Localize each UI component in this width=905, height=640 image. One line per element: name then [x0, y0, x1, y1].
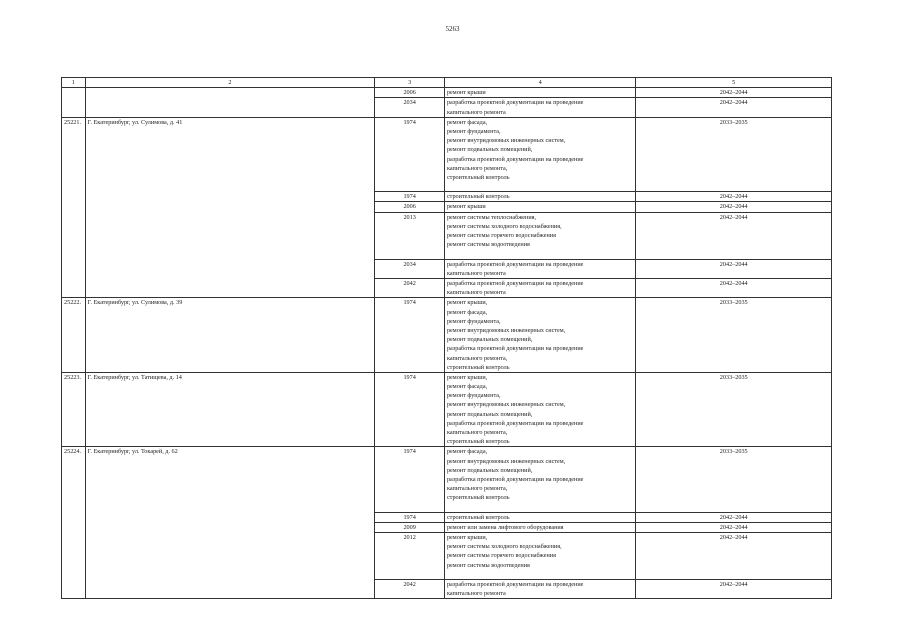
works-cell: [444, 259, 635, 278]
work-item: капитального ремонта,: [446, 429, 508, 436]
table-row: [62, 372, 832, 447]
works-cell: [444, 88, 635, 98]
period-cell: 2042–2044: [636, 202, 832, 212]
works-cell: [444, 202, 635, 212]
works-cell: [444, 512, 635, 522]
year-cell: 2042: [375, 580, 445, 599]
work-item: ремонт фасада,: [446, 448, 488, 456]
work-item: ремонт фасада,: [446, 308, 488, 316]
work-item: разработка проектной документации на проведение: [446, 345, 584, 353]
column-header: 2: [85, 78, 375, 88]
work-item: капитального ремонта,: [446, 164, 508, 172]
work-item: [447, 503, 633, 512]
work-item: ремонт подвальных помещений,: [446, 410, 533, 418]
work-item: ремонт фасада,: [446, 383, 488, 391]
work-item: ремонт системы холодного водоснабжения,: [446, 543, 562, 551]
works-cell: [444, 447, 635, 512]
year-cell: 2012: [375, 533, 445, 580]
year-cell: 2042: [375, 279, 445, 298]
period-cell: 2033–2035: [636, 298, 832, 373]
table-row: [62, 117, 832, 192]
work-item: капитального ремонта,: [446, 485, 508, 493]
work-item: ремонт крыши,: [446, 373, 488, 381]
works-cell: [444, 522, 635, 532]
work-item: ремонт подвальных помещений,: [446, 336, 533, 344]
period-cell: 2033–2035: [636, 117, 832, 192]
work-item: ремонт фундамента,: [446, 127, 501, 135]
work-item: ремонт системы холодного водоснабжения,: [446, 222, 562, 230]
year-cell: 2013: [375, 212, 445, 259]
year-cell: 1974: [375, 512, 445, 522]
work-item: строительный контроль: [446, 363, 510, 371]
work-item: капитального ремонта: [446, 269, 506, 277]
work-item: капитального ремонта: [446, 590, 506, 598]
work-item: ремонт фундамента,: [446, 317, 501, 325]
period-cell: 2042–2044: [636, 192, 832, 202]
column-header: 5: [636, 78, 832, 88]
work-item: ремонт системы горячего водоснабжения: [446, 552, 556, 560]
work-item: [447, 249, 633, 258]
work-item: разработка проектной документации на проведение: [446, 581, 584, 589]
period-cell: 2033–2035: [636, 447, 832, 512]
year-cell: 1974: [375, 298, 445, 373]
work-item: строительный контроль: [446, 494, 510, 502]
period-cell: 2042–2044: [636, 259, 832, 278]
work-item: ремонт подвальных помещений,: [446, 146, 533, 154]
address-cell: Г. Екатеринбург, ул. Сулимова, д. 39: [85, 298, 375, 373]
work-item: капитального ремонта,: [446, 354, 508, 362]
works-cell: [444, 279, 635, 298]
work-item: ремонт системы теплоснабжения,: [446, 213, 537, 221]
work-item: ремонт или замена лифтового оборудования: [446, 523, 564, 531]
record-number: 25224.: [62, 447, 86, 599]
work-item: ремонт крыши,: [446, 534, 488, 542]
table-row: [62, 88, 832, 98]
column-header: 4: [444, 78, 635, 88]
period-cell: 2042–2044: [636, 88, 832, 98]
address-cell: Г. Екатеринбург, ул. Татищева, д. 14: [85, 372, 375, 447]
work-item: ремонт системы водоотведения: [446, 241, 530, 249]
year-cell: 2034: [375, 98, 445, 117]
work-item: капитального ремонта: [446, 289, 506, 297]
period-cell: 2042–2044: [636, 512, 832, 522]
works-cell: [444, 533, 635, 580]
work-item: капитального ремонта: [446, 108, 506, 116]
works-cell: [444, 98, 635, 117]
works-cell: [444, 192, 635, 202]
work-item: ремонт внутридомовых инженерных систем,: [446, 326, 566, 334]
column-header: 3: [375, 78, 445, 88]
work-item: ремонт фасада,: [446, 118, 488, 126]
works-cell: [444, 580, 635, 599]
work-item: разработка проектной документации на проведение: [446, 99, 584, 107]
work-item: ремонт внутридомовых инженерных систем,: [446, 137, 566, 145]
work-item: разработка проектной документации на проведение: [446, 260, 584, 268]
record-number: 25222.: [62, 298, 86, 373]
table-row: [62, 447, 832, 512]
work-item: ремонт внутридомовых инженерных систем,: [446, 401, 566, 409]
year-cell: 1974: [375, 447, 445, 512]
table-header-row: [62, 78, 832, 88]
work-item: строительный контроль: [446, 173, 510, 181]
period-cell: 2042–2044: [636, 98, 832, 117]
record-number: 25223.: [62, 372, 86, 447]
address-cell: Г. Екатеринбург, ул. Токарей, д. 62: [85, 447, 375, 599]
period-cell: 2042–2044: [636, 212, 832, 259]
work-item: [447, 182, 633, 191]
works-cell: [444, 372, 635, 447]
period-cell: 2042–2044: [636, 279, 832, 298]
year-cell: 2006: [375, 88, 445, 98]
period-cell: 2042–2044: [636, 580, 832, 599]
record-number: 25221.: [62, 117, 86, 298]
work-item: ремонт фундамента,: [446, 392, 501, 400]
work-item: строительный контроль: [446, 193, 510, 201]
period-cell: 2042–2044: [636, 522, 832, 532]
work-item: ремонт крыши,: [446, 299, 488, 307]
works-cell: [444, 298, 635, 373]
work-item: разработка проектной документации на проведение: [446, 475, 584, 483]
record-number: [62, 88, 86, 118]
work-item: ремонт подвальных помещений,: [446, 466, 533, 474]
page-number: 5263: [445, 25, 460, 33]
year-cell: 1974: [375, 372, 445, 447]
column-header: 1: [62, 78, 86, 88]
work-item: ремонт системы водоотведения: [446, 561, 530, 569]
work-item: разработка проектной документации на проведение: [446, 280, 584, 287]
work-item: ремонт внутридомовых инженерных систем,: [446, 457, 566, 465]
work-item: строительный контроль: [446, 513, 510, 521]
year-cell: 1974: [375, 192, 445, 202]
work-item: ремонт крыши: [446, 89, 486, 97]
works-cell: [444, 212, 635, 259]
period-cell: 2042–2044: [636, 533, 832, 580]
works-cell: [444, 117, 635, 192]
work-item: разработка проектной документации на проведение: [446, 419, 584, 427]
work-item: ремонт крыши: [446, 203, 486, 211]
work-item: ремонт системы горячего водоснабжения: [446, 232, 556, 240]
address-cell: [85, 88, 375, 118]
work-item: разработка проектной документации на проведение: [446, 155, 584, 163]
year-cell: 2006: [375, 202, 445, 212]
year-cell: 1974: [375, 117, 445, 192]
year-cell: 2009: [375, 522, 445, 532]
work-item: [447, 570, 633, 579]
capital-repair-table: [61, 77, 832, 599]
period-cell: 2033–2035: [636, 372, 832, 447]
address-cell: Г. Екатеринбург, ул. Сулимова, д. 41: [85, 117, 375, 298]
table-row: [62, 298, 832, 373]
work-item: строительный контроль: [446, 438, 510, 446]
year-cell: 2034: [375, 259, 445, 278]
